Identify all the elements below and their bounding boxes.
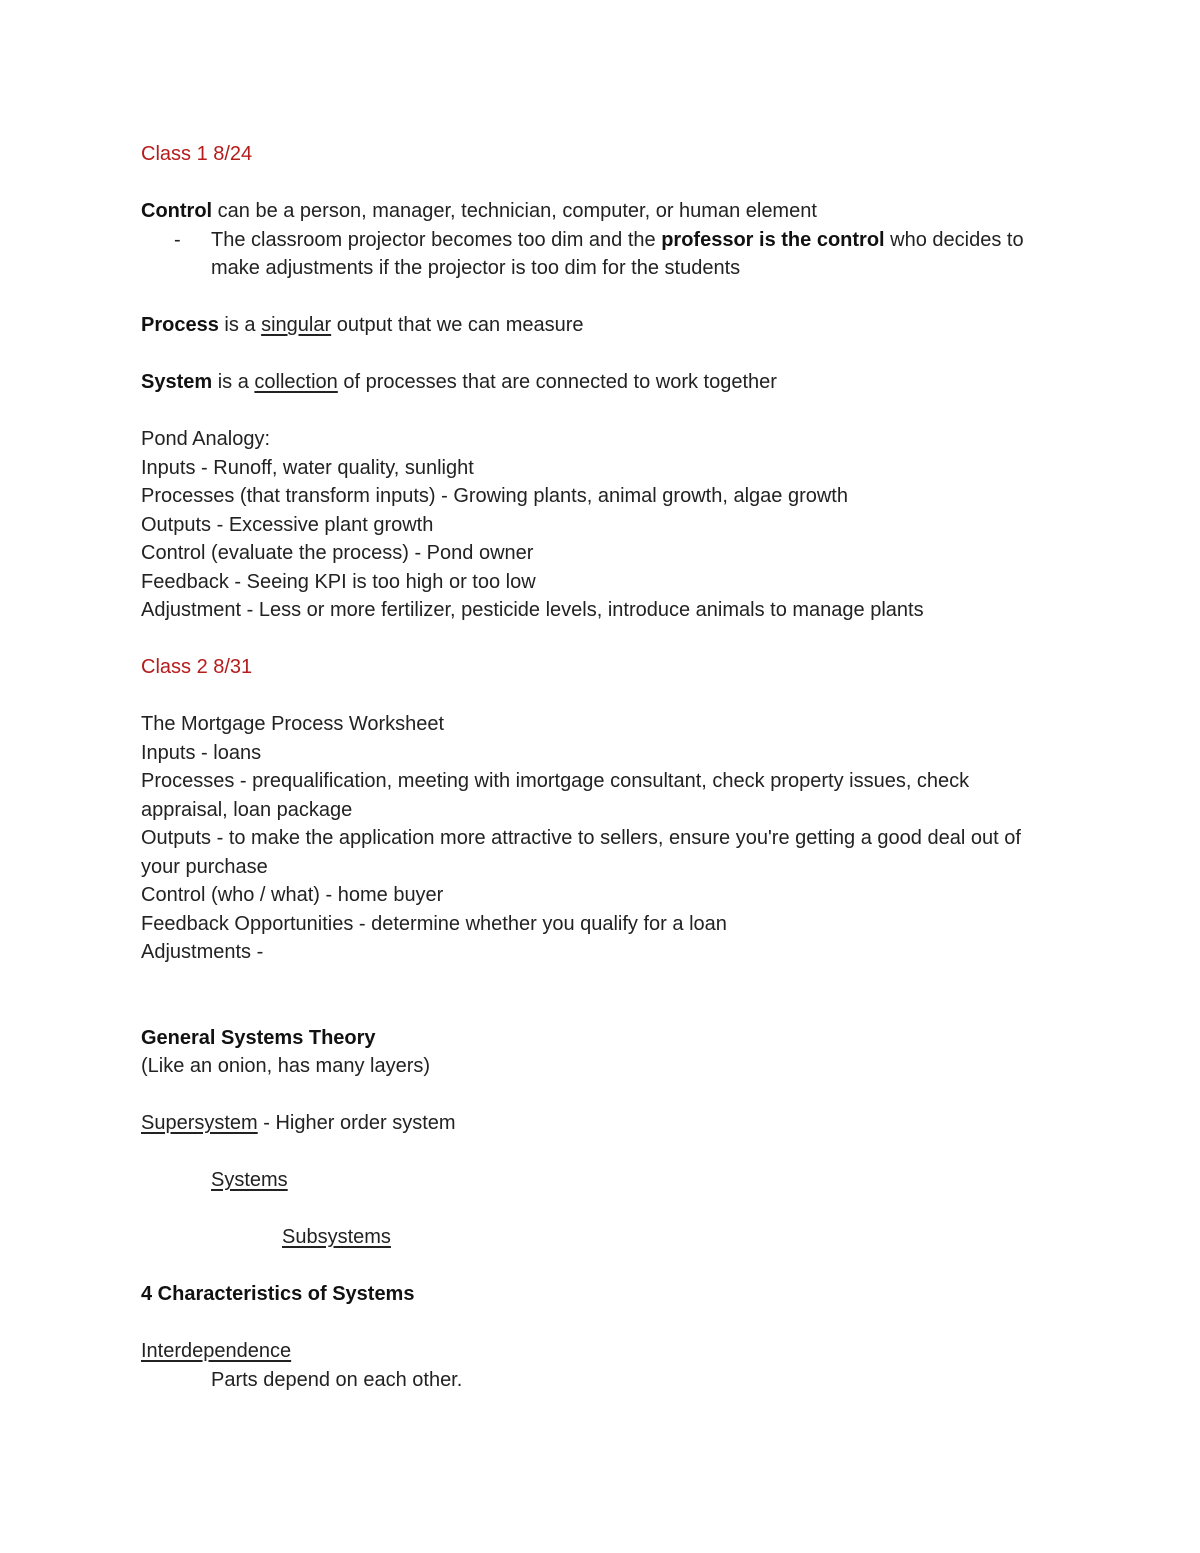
system-term: System [141, 371, 213, 393]
pond-control: Control (evaluate the process) - Pond owner [141, 542, 534, 564]
supersystem-term: Supersystem [141, 1112, 258, 1134]
system-text-pre: is a [212, 371, 255, 393]
gst-subtitle: (Like an onion, has many layers) [141, 1055, 431, 1077]
worksheet-outputs: Outputs - to make the application more attractive to sellers, ensure you're getting a good deal out of your purchase [141, 827, 1021, 878]
control-bullet [141, 226, 1041, 283]
document-body [141, 140, 1041, 1394]
interdependence-line [141, 1337, 1041, 1366]
system-text-post: of processes that are connected to work together [337, 371, 777, 393]
system-underlined: collection [254, 371, 338, 393]
process-definition [141, 311, 1041, 340]
system-definition [141, 368, 1041, 397]
worksheet-processes: Processes - prequalification, meeting with imortgage consultant, check property issues, check appraisal, loan package [141, 770, 970, 821]
control-definition-text: can be a person, manager, technician, computer, or human element [212, 200, 817, 222]
control-term: Control [141, 200, 213, 222]
gst-title: General Systems Theory [141, 1026, 376, 1049]
worksheet-control: Control (who / what) - home buyer [141, 884, 444, 906]
interdependence-desc: Parts depend on each other. [211, 1368, 463, 1391]
subsystems-term: Subsystems [282, 1226, 391, 1248]
bullet-text-post: who decides to make adjustments if the projector is too dim for the students [211, 228, 1024, 279]
class2-heading: Class 2 8/31 [141, 656, 253, 678]
supersystem-desc: - Higher order system [257, 1112, 456, 1134]
systems-line [141, 1166, 1041, 1195]
control-definition [141, 197, 1041, 226]
process-text-post: output that we can measure [331, 314, 584, 336]
class1-heading: Class 1 8/24 [141, 143, 253, 165]
worksheet-title: The Mortgage Process Worksheet [141, 713, 445, 735]
pond-outputs: Outputs - Excessive plant growth [141, 513, 434, 536]
systems-term: Systems [211, 1169, 288, 1191]
characteristics-title: 4 Characteristics of Systems [141, 1283, 415, 1305]
worksheet-inputs: Inputs - loans [141, 741, 262, 764]
pond-title: Pond Analogy: [141, 428, 270, 450]
worksheet-adjustments: Adjustments - [141, 941, 264, 963]
pond-processes: Processes (that transform inputs) - Growing plants, animal growth, algae growth [141, 485, 848, 507]
pond-feedback: Feedback - Seeing KPI is too high or too low [141, 570, 536, 593]
worksheet-feedback: Feedback Opportunities - determine whether you qualify for a loan [141, 912, 727, 935]
bullet-text-bold: professor is the control [661, 228, 885, 251]
pond-inputs: Inputs - Runoff, water quality, sunlight [141, 456, 474, 479]
supersystem-line [141, 1109, 1041, 1138]
subsystems-line [141, 1223, 1041, 1252]
process-term: Process [141, 314, 219, 336]
bullet-text-pre: The classroom projector becomes too dim and the [211, 228, 662, 251]
control-bullet-text [211, 226, 1041, 283]
interdependence-term: Interdependence [141, 1340, 292, 1362]
process-underlined: singular [261, 314, 332, 336]
bullet-marker: - [174, 228, 181, 251]
pond-adjustment: Adjustment - Less or more fertilizer, pesticide levels, introduce animals to manage plants [141, 599, 924, 621]
process-text-pre: is a [218, 314, 262, 336]
